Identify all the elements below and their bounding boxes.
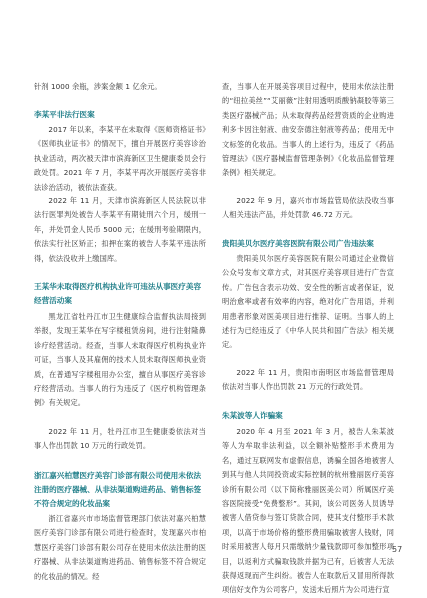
paragraph-baihui-case-3: 2022 年 9 月，嘉兴市市场监管局依法没收当事人相关违法产品，并处罚款 46.72 万元。 xyxy=(222,196,394,220)
paragraph-intro: 针剂 1000 余瓶，涉案金额 1 亿余元。 xyxy=(34,82,162,91)
paragraph-baihui-case-1: 浙江省嘉兴市市场监督管理部门依法对嘉兴柏慧医疗美容门诊部有限公司进行检查时，发现嘉兴市柏慧医疗美容门诊部有限公司存在使用未依法注册的医疗器械、从非法渠道购进药品、销售标签不符合规定的化妆品的情况。经 xyxy=(34,514,206,581)
paragraph-li-case-2: 2022 年 11 月，天津市滨海新区人民法院以非法行医罪判处被告人李某平有期徒刑六个月，缓刑一年，并处罚金人民币 5000 元；在缓刑考验期限内，依法实行社区矫正；扣押在案的被告人李某平违法所得，依法没收并上缴国库。 xyxy=(34,196,206,263)
paragraph-li-case-1: 2017 年以来，李某平在未取得《医师资格证书》《医师执业证书》的情况下，擅自开展医疗美容诊治执业活动，两次被天津市滨海新区卫生健康委员会行政处罚。2021 年 7 月，李某平再次开展医疗美容非法诊治活动，被依法查获。 xyxy=(34,125,206,192)
paragraph-meibeier-case-1: 贵阳美贝尔医疗美容医院有限公司通过企业微信公众号发布文章方式，对其医疗美容项目进行广告宣传。广告包含表示功效、安全性的断言或者保证，说明治愈率或者有效率的内容，绝对化广告用语，并利用患者形象对医美项目进行推荐、证明。当事人的上述行为已经违反了《中华人民共和国广告法》相关规定。 xyxy=(222,254,394,350)
paragraph-wang-case-1: 黑龙江省牡丹江市卫生健康综合监督执法局接到举报，发现王某华在写字楼租赁房间，进行注射隆鼻诊疗经营活动。经查，当事人未取得医疗机构执业许可证，当事人及其雇佣的技术人员未取得医师执业资质，在普通写字楼租用办公室，擅自从事医疗美容诊疗经营活动。当事人的行为违反了《医疗机构管理条例》有关规定。 xyxy=(34,312,206,408)
heading-wang-case: 王某华未取得医疗机构执业许可违法从事医疗美容经营活动案 xyxy=(34,282,202,305)
paragraph-baihui-case-2: 查，当事人在开展美容项目过程中，使用未依法注册的“纽拉美丝”“艾丽薇”注射用透明质酸钠凝胶等第三类医疗器械产品；从未取得药品经营资质的企业购进利多卡因注射液、曲安奈德注射液等药品；使用无中文标签的化妆品。当事人的上述行为，违反了《药品管理法》《医疗器械监督管理条例》《化妆品监督管理条例》相关规定。 xyxy=(222,82,394,178)
paragraph-zhu-case-1: 2020 年 4 月至 2021 年 3 月，被告人朱某波等人为牟取非法利益，以全额补贴整形手术费用为名，通过互联网发布虚假信息，诱骗全国各地被害人到其与他人共同投资或实际控制的杭州雅丽医疗美容诊所有限公司（以下简称雅丽医美公司）所属医疗美容医院接受“免费整形”。其间，该公司医务人员诱导被害人借贷参与签订贷款合同，使其支付整形手术款项，以高于市场价格的整形费用骗取被害人钱财，同时采用被害人每月只需缴纳少量钱款即可参加整形项目，以返利方式骗取钱款并据为己有，后被害人无法获得返现而产生纠纷。被告人在取款后又冒用所得款项信好支作为公司客户，发送未后照片为公司进行宣 xyxy=(222,427,394,595)
heading-li-case: 李某平非法行医案 xyxy=(34,110,95,119)
heading-baihui-case: 浙江嘉兴柏慧医疗美容门诊部有限公司使用未依法注册的医疗器械、从非法渠道购进药品、销售标签不符合规定的化妆品案 xyxy=(34,471,202,508)
paragraph-meibeier-case-2: 2022 年 11 月，贵阳市南明区市场监督管理局依法对当事人作出罚款 21 万元的行政处罚。 xyxy=(222,368,394,392)
heading-zhu-case: 朱某波等人诈骗案 xyxy=(222,411,283,420)
heading-meibeier-case: 贵阳美贝尔医疗美容医院有限公司广告违法案 xyxy=(222,239,374,248)
page-number: 57 xyxy=(392,545,403,554)
paragraph-wang-case-2: 2022 年 11 月，牡丹江市卫生健康委依法对当事人作出罚款 10 万元的行政处罚。 xyxy=(34,427,206,451)
